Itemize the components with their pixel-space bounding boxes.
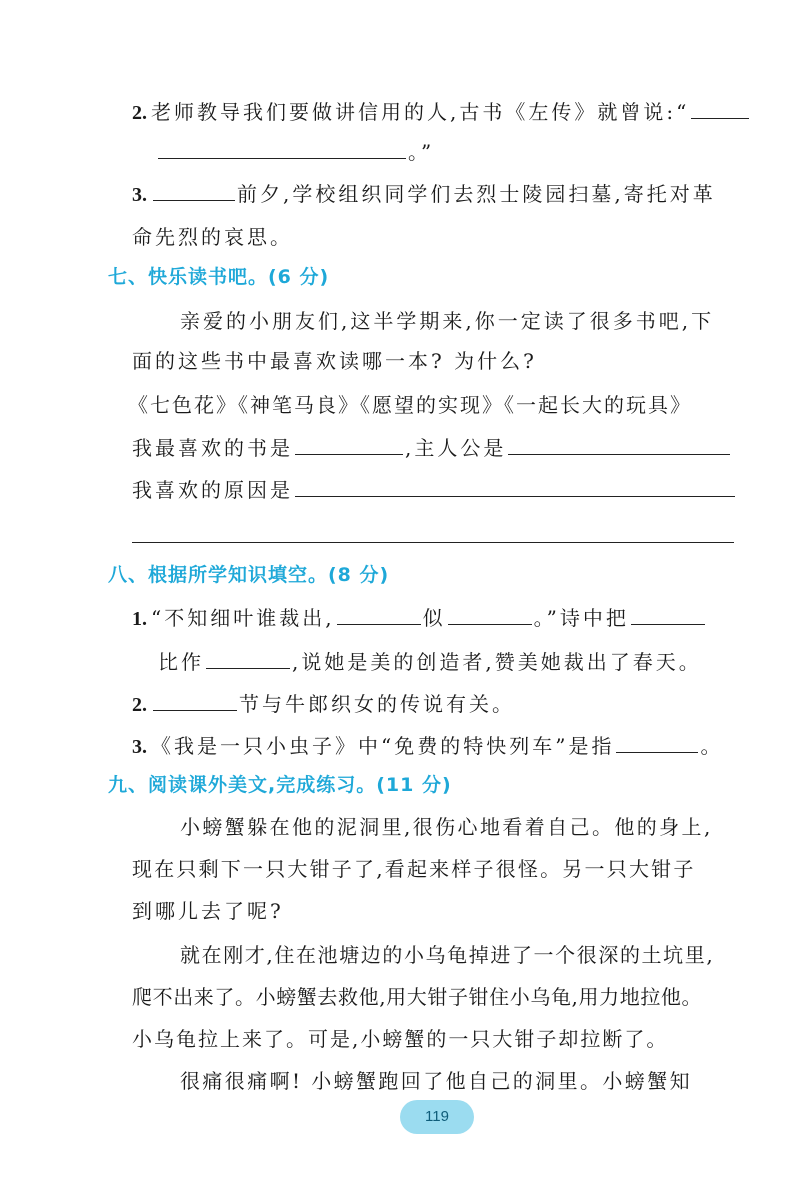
- q8-item1-blank-c[interactable]: [631, 602, 705, 625]
- q6-item2-line1: [132, 96, 751, 128]
- q8-item1-text-a: “不知细叶谁裁出,: [151, 606, 335, 630]
- q8-item3-line: [132, 730, 723, 762]
- q6-item3-blank[interactable]: [153, 178, 235, 201]
- page-number: 119: [400, 1100, 474, 1134]
- q7-favorite-book-blank[interactable]: [295, 432, 403, 455]
- q7-reason-label: 我喜欢的原因是: [132, 478, 293, 502]
- q8-item1-blank-b[interactable]: [448, 602, 532, 625]
- q6-item2-blank-b[interactable]: [158, 136, 406, 159]
- q9-passage-line: 小乌龟拉上来了。可是,小螃蟹的一只大钳子却拉断了。: [132, 1027, 669, 1051]
- q7-reason-blank-line2[interactable]: [132, 542, 734, 543]
- q9-passage-line: 现在只剩下一只大钳子了,看起来样子很怪。另一只大钳子: [132, 857, 696, 881]
- q8-item3-number: 3.: [132, 736, 147, 758]
- q7-para-line2: 面的这些书中最喜欢读哪一本? 为什么?: [132, 349, 537, 373]
- q8-item2-blank[interactable]: [153, 688, 237, 711]
- q8-heading: 八、根据所学知识填空。(8 分): [108, 564, 390, 586]
- q7-para-line1: 亲爱的小朋友们,这半学期来,你一定读了很多书吧,下: [180, 309, 715, 333]
- q6-item2-end: 。”: [408, 140, 435, 164]
- q9-passage-line: 很痛很痛啊! 小螃蟹跑回了他自己的洞里。小螃蟹知: [180, 1069, 692, 1093]
- q8-item1-text-e: ,说她是美的创造者,赞美她裁出了春天。: [292, 650, 702, 674]
- q8-item1-text-b: 似: [422, 606, 446, 630]
- q8-item1-text-c: 。”诗中把: [533, 606, 629, 630]
- q7-reason-line: [132, 474, 737, 505]
- q8-item1-text-d: 比作: [158, 650, 204, 674]
- q6-item3-line2: 命先烈的哀思。: [132, 225, 293, 249]
- q8-item2-line: [132, 688, 515, 720]
- q6-item2-number: 2.: [132, 102, 147, 124]
- q7-book-list: 《七色花》《神笔马良》《愿望的实现》《一起长大的玩具》: [128, 393, 692, 417]
- q7-protagonist-blank[interactable]: [508, 432, 730, 455]
- q6-item2-text: 老师教导我们要做讲信用的人,古书《左传》就曾说:“: [151, 100, 690, 124]
- q6-item3-number: 3.: [132, 184, 147, 206]
- q8-item2-text: 节与牛郎织女的传说有关。: [239, 692, 515, 716]
- q9-passage-line: 到哪儿去了呢?: [132, 899, 284, 923]
- q9-heading: 九、阅读课外美文,完成练习。(11 分): [108, 774, 452, 796]
- q7-favorite-line: [132, 432, 732, 463]
- q8-item3-end: 。: [700, 734, 724, 758]
- q7-heading: 七、快乐读书吧。(6 分): [108, 266, 330, 288]
- q6-item2-blank-a[interactable]: [691, 96, 749, 119]
- q6-item2-line2: [158, 136, 434, 167]
- q8-item1-line2: [158, 646, 702, 677]
- q9-passage-line: 爬不出来了。小螃蟹去救他,用大钳子钳住小乌龟,用力地拉他。: [132, 985, 703, 1009]
- q8-item1-blank-a[interactable]: [337, 602, 421, 625]
- q8-item3-blank[interactable]: [616, 730, 698, 753]
- q8-item1-blank-d[interactable]: [206, 646, 290, 669]
- q7-protagonist-label: ,主人公是: [405, 436, 507, 460]
- q8-item2-number: 2.: [132, 694, 147, 716]
- q8-item3-text: 《我是一只小虫子》中“免费的特快列车”是指: [151, 734, 615, 758]
- q7-reason-blank[interactable]: [295, 474, 735, 497]
- q8-item1-number: 1.: [132, 608, 147, 630]
- q9-passage-line: 小螃蟹躲在他的泥洞里,很伤心地看着自己。他的身上,: [180, 815, 713, 839]
- q7-favorite-label: 我最喜欢的书是: [132, 436, 293, 460]
- q6-item3-line1: [132, 178, 716, 210]
- q9-passage-line: 就在刚才,住在池塘边的小乌龟掉进了一个很深的土坑里,: [180, 943, 715, 967]
- q8-item1-line1: [132, 602, 707, 634]
- q6-item3-text: 前夕,学校组织同学们去烈士陵园扫墓,寄托对革: [237, 182, 716, 206]
